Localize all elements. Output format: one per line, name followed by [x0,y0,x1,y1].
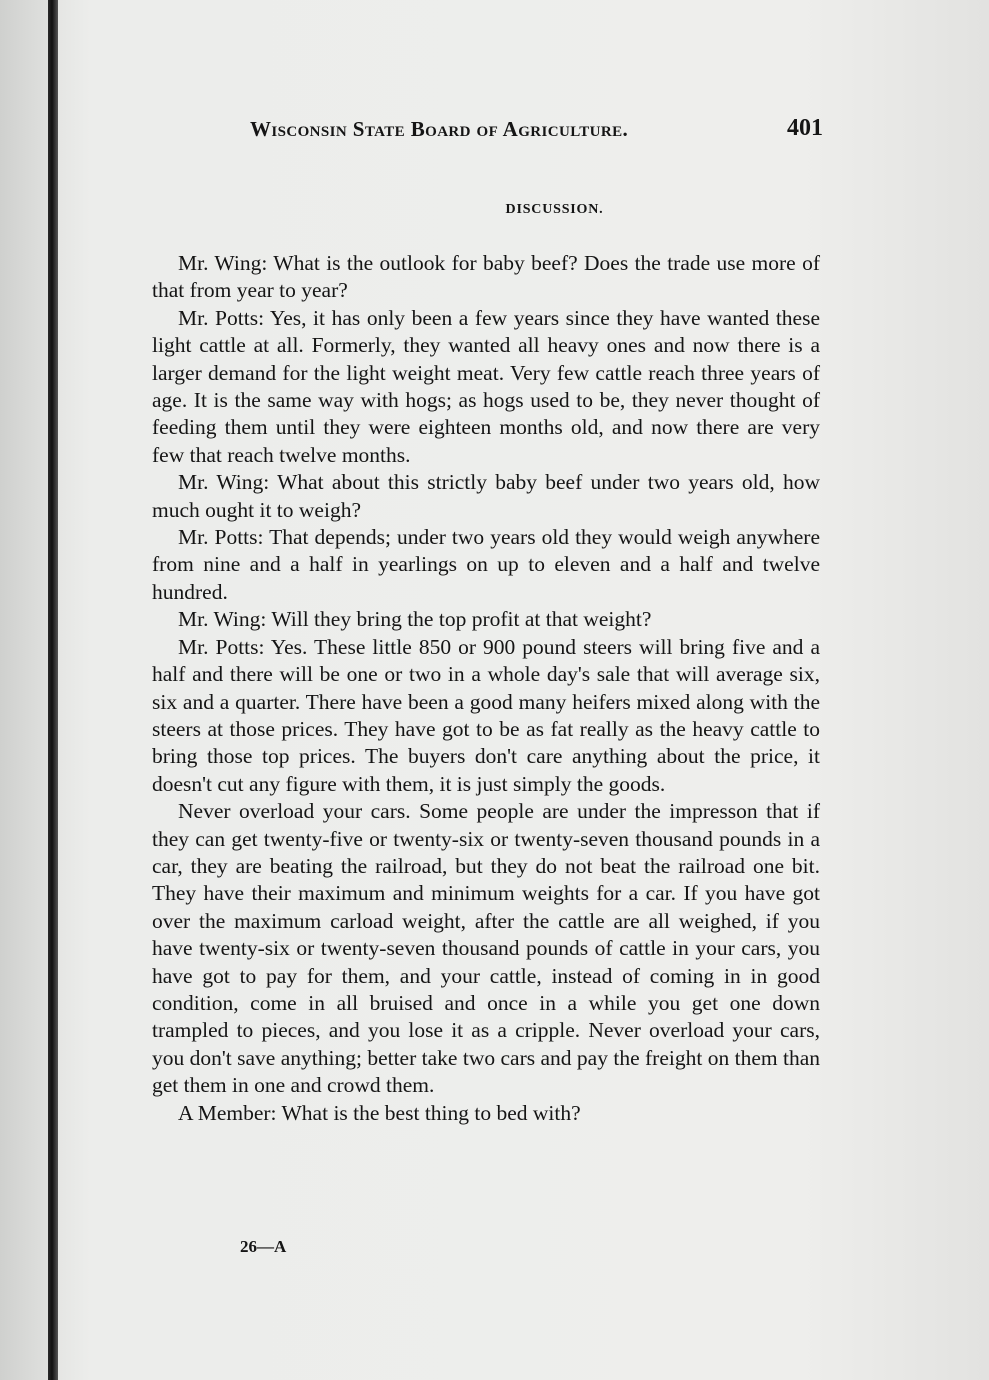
section-title: DISCUSSION. [505,202,604,217]
paragraph-text: What about this strictly baby beef under two years old, how much ought it to weigh? [152,470,820,522]
paragraph-text: Never overload your cars. Some people are under the impresson that if they can get twenty-five or twenty-six or twenty-seven thousand pounds in a car, they are beating the railroad, but they do not beat the railroad one bit. They have their maximum and minimum weights for a car. If you have got over the maximum carload weight, after the cattle are all weighed, if you have twenty-six or twenty-seven thousand pounds of cattle in your cars, you have got to pay for them, and your cattle, instead of coming in in good condition, come in all bruised and once in a while you get one down trampled to pieces, and you lose it as a cripple. Never overload your cars, you don't save anything; better take two cars and pay the freight on them than get them in one and crowd them. [152,799,820,1098]
paragraph [152,250,820,305]
paragraph-text: What is the outlook for baby beef? Does the trade use more of that from year to year? [152,251,820,303]
paragraph [152,606,820,633]
speaker-label: A Member: [178,1100,277,1125]
speaker-label: Mr. Potts: [178,634,265,659]
paragraph [152,305,820,469]
signature-mark: 26—A [240,1237,287,1256]
speaker-label: Mr. Wing: [178,251,268,275]
speaker-label: Mr. Potts: [178,305,265,330]
paragraph [152,634,820,798]
paragraph-text: What is the best thing to bed with? [276,1100,581,1125]
paragraph [152,1100,820,1127]
paragraph [152,469,820,524]
page-header [250,115,825,149]
running-head: Wisconsin State Board of Agriculture. [250,117,629,141]
speaker-label: Mr. Wing: [178,470,270,495]
paragraph-text: Will they bring the top profit at that weight? [266,607,652,632]
paragraph-text: That depends; under two years old they would weigh anywhere from nine and a half in yearlings on up to eleven and a half and twelve hundred. [152,525,820,604]
paragraph-text: Yes. These little 850 or 900 pound steers will bring five and a half and there will be one or two in a whole day's sale that will average six, six and a quarter. There have been a good many heifers mixed along with the steers at those prices. They have got to be as fat really as the heavy cattle to bring those top prices. The buyers don't care anything about the price, it doesn't cut any figure with them, it is just simply the goods. [152,634,821,796]
page-number: 401 [787,115,823,141]
speaker-label: Mr. Wing: [178,607,267,632]
speaker-label: Mr. Potts: [178,525,264,550]
body-text [152,250,820,1127]
paragraph [152,798,820,1099]
paragraph [152,524,820,606]
paragraph-text: Yes, it has only been a few years since they have wanted these light cattle at all. Formerly, they wanted all heavy ones and now there is a larger demand for the light weight meat. Very few cattle reach three years of age. It is the same way with hogs; as hogs used to be, they never thought of feeding them until they were eighteen months old, and now there are very few that reach twelve months. [152,305,820,467]
